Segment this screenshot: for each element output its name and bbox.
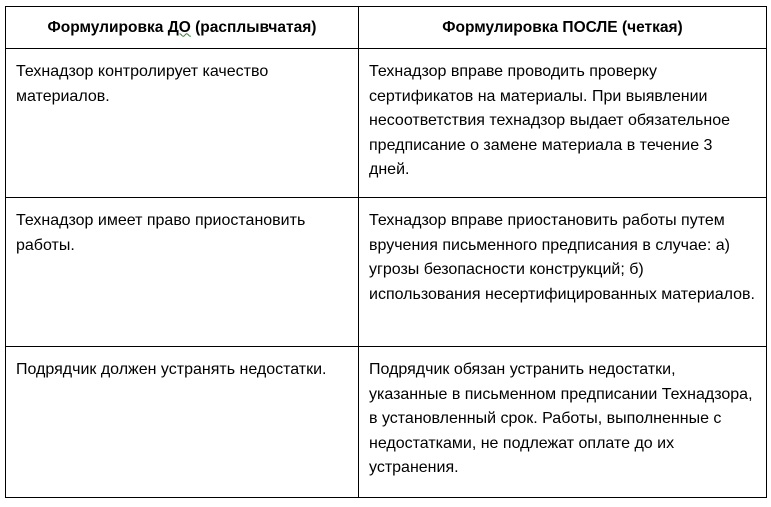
header-before-marked: ДО [167,18,191,36]
cell-before: Подрядчик должен устранять недостатки. [6,347,359,498]
header-before-prefix: Формулировка [47,18,168,36]
header-before [6,7,359,49]
table-row [6,49,767,198]
header-row [6,7,767,49]
cell-before: Технадзор контролирует качество материалов. [6,49,359,198]
table-row [6,347,767,498]
table-row [6,198,767,347]
cell-before: Технадзор имеет право приостановить работы. [6,198,359,347]
cell-after: Технадзор вправе проводить проверку сертификатов на материалы. При выявлении несоответствия технадзор выдает обязательное предписание о замене материала в течение 3 дней. [359,49,767,198]
cell-after: Технадзор вправе приостановить работы путем вручения письменного предписания в случае: а) угрозы безопасности конструкций; б) использования несертифицированных материалов. [359,198,767,347]
comparison-table [5,6,767,498]
header-after: Формулировка ПОСЛЕ (четкая) [359,7,767,49]
cell-after: Подрядчик обязан устранить недостатки, указанные в письменном предписании Технадзора, в установленный срок. Работы, выполненные с недостатками, не подлежат оплате до их устранения. [359,347,767,498]
header-before-suffix: (расплывчатая) [190,18,317,36]
